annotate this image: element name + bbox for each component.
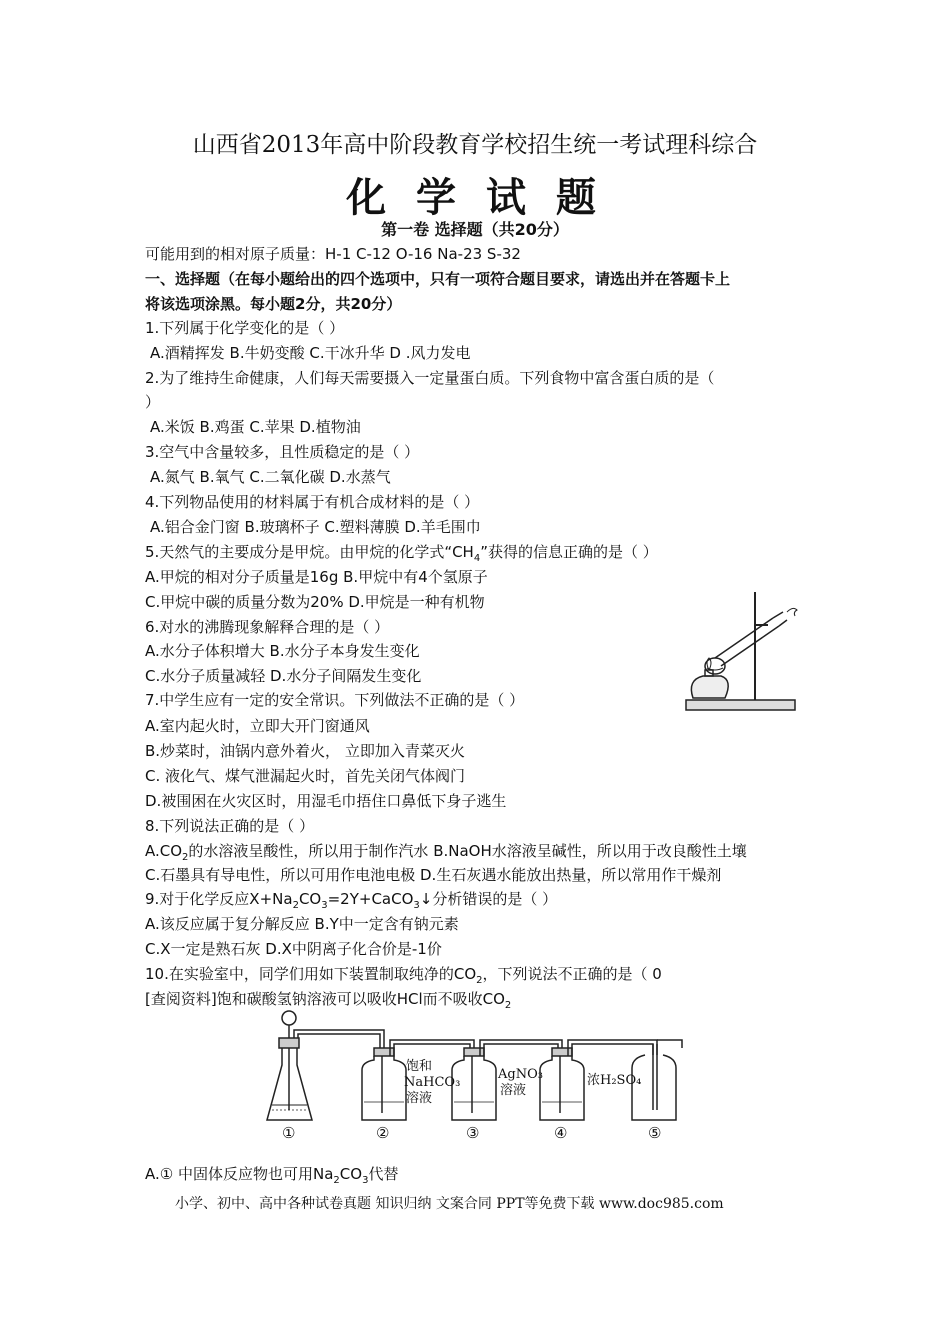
question-9-stem: 9.对于化学反应$X+Na_2CO_3=2Y+CaCO_3↓$分析错误的是（ ）	[145, 890, 558, 911]
footer-note: 小学、初中、高中各种试卷真题 知识归纳 文案合同 PPT等免费下载 www.doc985.com	[175, 1196, 724, 1212]
question-9-options-ab: A.该反应属于复分解反应 B.Y中一定含有钠元素	[145, 915, 459, 933]
label-apparatus-2: ②	[376, 1124, 390, 1142]
question-6-options-ab: A.水分子体积增大 B.水分子本身发生变化	[145, 642, 420, 660]
question-8-options-ab: $A.CO_2$的水溶液呈酸性，所以用于制作汽水 B.NaOH水溶液呈碱性，所以用于改良酸性土壤	[145, 842, 747, 863]
label-agno3-formula: AgNO₃	[498, 1067, 543, 1082]
question-7-option-b: B.炒菜时，油锅内意外着火， 立即加入青菜灭火	[145, 742, 465, 760]
label-nahco3-solution: 溶液	[406, 1091, 433, 1106]
question-6-options-cd: C.水分子质量减轻 D.水分子间隔发生变化	[145, 667, 422, 685]
question-6-stem: 6.对水的沸腾现象解释合理的是（ ）	[145, 618, 390, 636]
label-apparatus-4: ④	[554, 1124, 568, 1142]
question-5-stem: 5.天然气的主要成分是甲烷。由甲烷的化学式“$CH_4$”获得的信息正确的是（ ）	[145, 543, 658, 564]
question-7-stem: 7.中学生应有一定的安全常识。下列做法不正确的是（ ）	[145, 691, 525, 709]
question-2-stem: 2.为了维持生命健康，人们每天需要摄入一定量蛋白质。下列食物中富含蛋白质的是（	[145, 369, 715, 387]
part-title: 第一卷 选择题（共20分）	[381, 220, 569, 239]
question-1-stem: 1.下列属于化学变化的是（ ）	[145, 319, 345, 337]
exam-supertitle: 山西省2013年高中阶段教育学校招生统一考试理科综合	[192, 132, 758, 158]
question-7-option-a: A.室内起火时，立即大开门窗通风	[145, 717, 370, 735]
question-7-option-d: D.被围困在火灾区时，用湿毛巾捂住口鼻低下身子逃生	[145, 792, 507, 810]
question-5-options-cd: C.甲烷中碳的质量分数为20% D.甲烷是一种有机物	[145, 593, 485, 611]
question-4-options: A.铝合金门窗 B.玻璃杯子 C.塑料薄膜 D.羊毛围巾	[150, 518, 481, 536]
question-3-options: A.氮气 B.氧气 C.二氧化碳 D.水蒸气	[150, 468, 391, 486]
section-heading-cont: 将该选项涂黑。每小题2分，共20分）	[145, 295, 402, 313]
question-8-options-cd: C.石墨具有导电性，所以可用作电池电极 D.生石灰遇水能放出热量，所以常用作干燥剂	[145, 866, 722, 884]
question-10-stem: 10.在实验室中，同学们用如下装置制取纯净的$CO_2$，下列说法不正确的是（ 0	[145, 965, 662, 986]
section-heading: 一、选择题（在每小题给出的四个选项中，只有一项符合题目要求，请选出并在答题卡上	[145, 270, 731, 288]
heating-apparatus-figure	[683, 580, 798, 715]
question-3-stem: 3.空气中含量较多，且性质稳定的是（ ）	[145, 443, 420, 461]
question-10-reference: [查阅资料]饱和碳酸氢钠溶液可以吸收HCl而不吸收$CO_2$	[145, 990, 512, 1011]
label-apparatus-5: ⑤	[648, 1124, 662, 1142]
label-agno3-solution: 溶液	[500, 1083, 527, 1098]
label-h2so4: 浓H₂SO₄	[587, 1073, 642, 1088]
page-title: 化 学 试 题	[346, 174, 604, 221]
label-apparatus-1: ①	[282, 1124, 296, 1142]
question-10-option-a: A.① 中固体反应物也可用$Na_2CO_3$代替	[145, 1165, 399, 1186]
label-nahco3-formula: NaHCO₃	[404, 1075, 461, 1090]
question-2-options: A.米饭 B.鸡蛋 C.苹果 D.植物油	[150, 418, 361, 436]
label-apparatus-3: ③	[466, 1124, 480, 1142]
question-7-option-c: C. 液化气、煤气泄漏起火时，首先关闭气体阀门	[145, 767, 466, 785]
question-1-options: A.酒精挥发 B.牛奶变酸 C.干冰升华 D .风力发电	[150, 344, 471, 362]
atomic-masses: 可能用到的相对原子质量：H-1 C-12 O-16 Na-23 S-32	[145, 245, 521, 263]
gas-purification-apparatus-figure	[262, 1010, 694, 1145]
question-8-stem: 8.下列说法正确的是（ ）	[145, 817, 315, 835]
question-4-stem: 4.下列物品使用的材料属于有机合成材料的是（ ）	[145, 493, 480, 511]
question-9-options-cd: C.X一定是熟石灰 D.X中阴离子化合价是-1价	[145, 940, 442, 958]
question-2-stem-cont: ）	[145, 393, 161, 411]
label-nahco3-saturated: 饱和	[406, 1059, 433, 1074]
question-5-options-ab: A.甲烷的相对分子质量是16g B.甲烷中有4个氢原子	[145, 568, 488, 586]
